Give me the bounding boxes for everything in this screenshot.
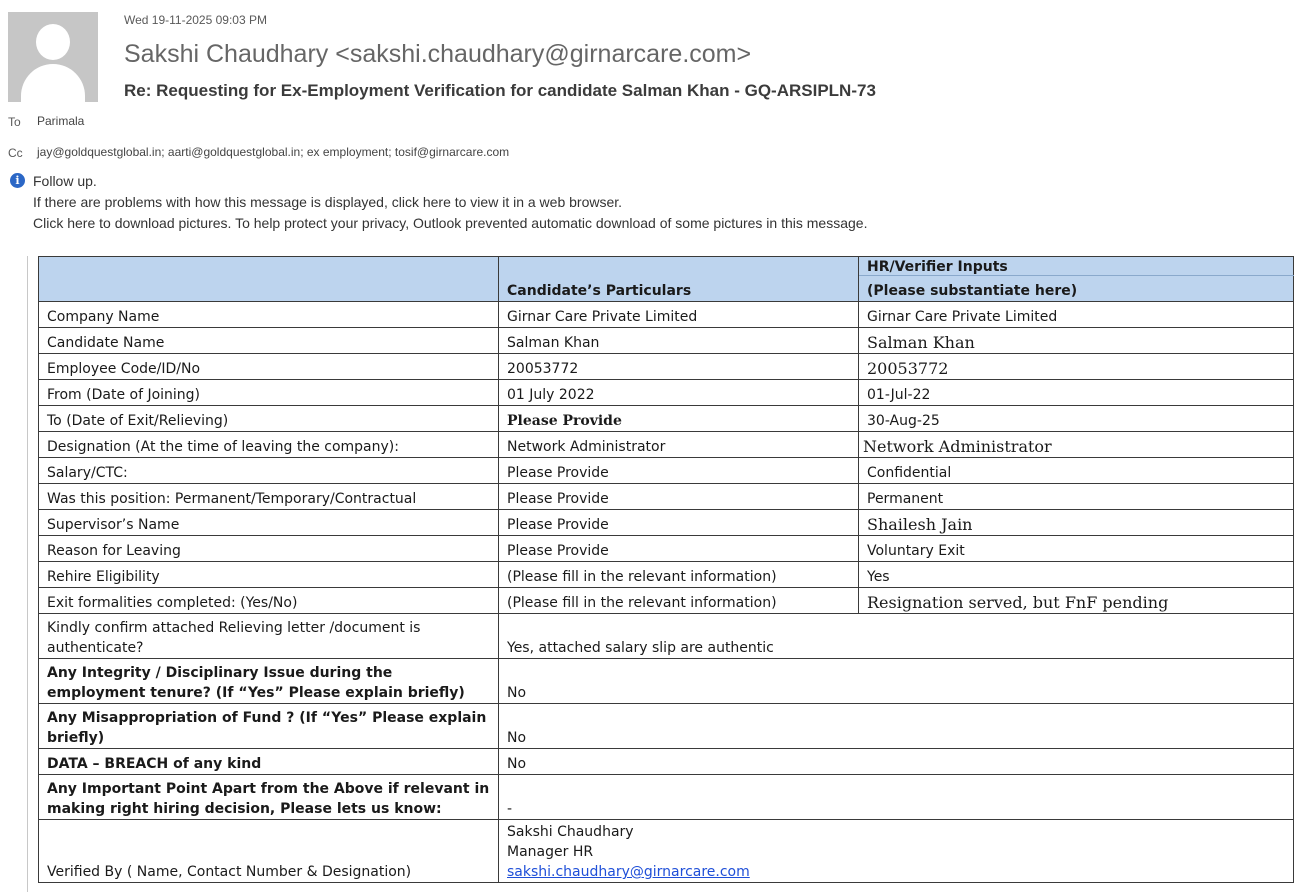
row-hr-value: Network Administrator	[859, 432, 1294, 458]
row-label: Kindly confirm attached Relieving letter /document is authenticate?	[39, 614, 499, 659]
table-row	[39, 536, 1294, 562]
row-hr-value: Yes	[859, 562, 1294, 588]
row-candidate-value: Please Provide	[499, 406, 859, 432]
row-label: Reason for Leaving	[39, 536, 499, 562]
row-label: Candidate Name	[39, 328, 499, 354]
verification-table	[38, 256, 1294, 883]
table-row	[39, 510, 1294, 536]
follow-up-flag: Follow up.	[33, 173, 97, 189]
table-row-verified	[39, 820, 1294, 883]
row-hr-value: 30-Aug-25	[859, 406, 1294, 432]
avatar-body-shape	[21, 64, 85, 102]
email-sender[interactable]: Sakshi Chaudhary <sakshi.chaudhary@girnarcare.com>	[124, 40, 752, 68]
row-merged-value: -	[499, 775, 1294, 820]
row-merged-value: No	[499, 704, 1294, 749]
row-candidate-value: 01 July 2022	[499, 380, 859, 406]
row-label: Was this position: Permanent/Temporary/Contractual	[39, 484, 499, 510]
table-row	[39, 562, 1294, 588]
table-row	[39, 614, 1294, 659]
view-in-browser-link[interactable]: If there are problems with how this message is displayed, click here to view it in a web browser.	[33, 194, 623, 210]
row-candidate-value: Girnar Care Private Limited	[499, 302, 859, 328]
verifier-name: Sakshi Chaudhary	[507, 824, 634, 840]
table-row	[39, 588, 1294, 614]
row-candidate-value: Please Provide	[499, 536, 859, 562]
email-date: Wed 19-11-2025 09:03 PM	[124, 13, 267, 27]
row-merged-value: No	[499, 659, 1294, 704]
avatar-head-shape	[36, 24, 70, 60]
row-label: From (Date of Joining)	[39, 380, 499, 406]
table-row	[39, 354, 1294, 380]
row-hr-value: Voluntary Exit	[859, 536, 1294, 562]
row-candidate-value: Please Provide	[499, 510, 859, 536]
header-cell-empty	[39, 257, 499, 302]
row-label: Rehire Eligibility	[39, 562, 499, 588]
row-candidate-value: Please Provide	[499, 458, 859, 484]
email-subject: Re: Requesting for Ex-Employment Verification for candidate Salman Khan - GQ-ARSIPLN-73	[124, 81, 876, 100]
row-label: DATA – BREACH of any kind	[39, 749, 499, 775]
verifier-email-link[interactable]: sakshi.chaudhary@girnarcare.com	[507, 864, 750, 880]
row-candidate-value: (Please fill in the relevant information)	[499, 562, 859, 588]
header-candidate-particulars: Candidate’s Particulars	[499, 257, 859, 302]
cc-recipients[interactable]: jay@goldquestglobal.in; aarti@goldquestglobal.in; ex employment; tosif@girnarcare.com	[37, 145, 510, 159]
to-label: To	[8, 115, 21, 129]
to-recipients[interactable]: Parimala	[37, 114, 85, 128]
table-row	[39, 775, 1294, 820]
sender-avatar	[8, 12, 98, 102]
row-label: Supervisor’s Name	[39, 510, 499, 536]
row-hr-value: Salman Khan	[859, 328, 1294, 354]
row-label: Company Name	[39, 302, 499, 328]
row-label: To (Date of Exit/Relieving)	[39, 406, 499, 432]
row-label: Exit formalities completed: (Yes/No)	[39, 588, 499, 614]
verified-by-label: Verified By ( Name, Contact Number & Designation)	[39, 820, 499, 883]
row-label: Any Important Point Apart from the Above if relevant in making right hiring decision, Please lets us know:	[39, 775, 499, 820]
table-row	[39, 659, 1294, 704]
row-candidate-value: Salman Khan	[499, 328, 859, 354]
download-pictures-link[interactable]: Click here to download pictures. To help protect your privacy, Outlook prevented automatic download of some pictures in this message.	[33, 215, 868, 231]
table-row	[39, 458, 1294, 484]
row-candidate-value: Please Provide	[499, 484, 859, 510]
verified-by-value	[499, 820, 1294, 883]
row-label: Any Integrity / Disciplinary Issue during the employment tenure? (If “Yes” Please explain briefly)	[39, 659, 499, 704]
row-hr-value: Shailesh Jain	[859, 510, 1294, 536]
row-hr-value: Confidential	[859, 458, 1294, 484]
row-merged-value: No	[499, 749, 1294, 775]
table-row	[39, 380, 1294, 406]
table-row	[39, 406, 1294, 432]
table-row	[39, 328, 1294, 354]
row-candidate-value: (Please fill in the relevant information)	[499, 588, 859, 614]
table-row	[39, 302, 1294, 328]
table-row	[39, 484, 1294, 510]
message-body-divider	[27, 256, 28, 892]
table-row	[39, 704, 1294, 749]
row-label: Any Misappropriation of Fund ? (If “Yes” Please explain briefly)	[39, 704, 499, 749]
row-hr-value: Girnar Care Private Limited	[859, 302, 1294, 328]
row-merged-value: Yes, attached salary slip are authentic	[499, 614, 1294, 659]
row-hr-value: 20053772	[859, 354, 1294, 380]
cc-label: Cc	[8, 146, 23, 160]
table-row	[39, 749, 1294, 775]
header-substantiate: (Please substantiate here)	[859, 276, 1294, 302]
row-hr-value: Resignation served, but FnF pending	[859, 588, 1294, 614]
table-row	[39, 432, 1294, 458]
header-hr-inputs: HR/Verifier Inputs	[859, 257, 1294, 276]
row-label: Salary/CTC:	[39, 458, 499, 484]
verifier-title: Manager HR	[507, 844, 594, 860]
row-candidate-value: 20053772	[499, 354, 859, 380]
row-label: Employee Code/ID/No	[39, 354, 499, 380]
row-hr-value: 01-Jul-22	[859, 380, 1294, 406]
info-icon: i	[10, 173, 25, 188]
row-hr-value: Permanent	[859, 484, 1294, 510]
row-label: Designation (At the time of leaving the company):	[39, 432, 499, 458]
table-header-row	[39, 257, 1294, 276]
row-candidate-value: Network Administrator	[499, 432, 859, 458]
